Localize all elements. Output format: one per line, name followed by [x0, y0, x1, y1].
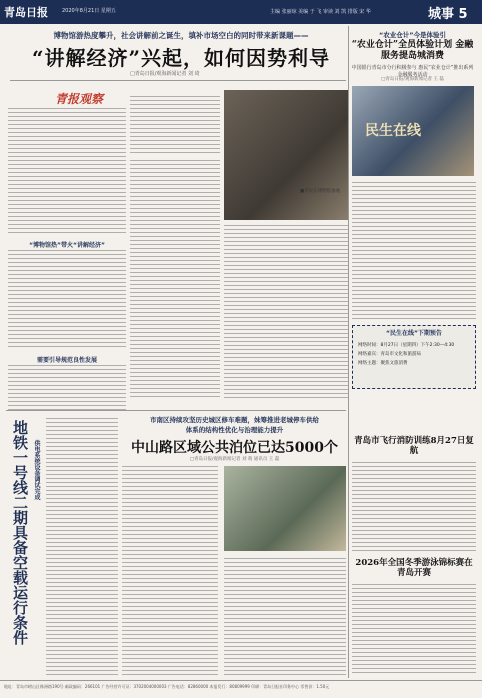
- info-box-row: 网络时间：8月27日（星期四）下午2:30—4:30: [358, 343, 455, 348]
- issue-date: 2020年8月21日 星期五: [62, 8, 116, 14]
- lead-subhead-2: 需要引导规范良性发展: [36, 357, 97, 364]
- info-box-title: “民生在线”下期预告: [386, 330, 442, 337]
- swimming-headline: 2026年全国冬季游泳锦标赛在青岛开赛: [355, 558, 473, 578]
- museum-photo: [224, 90, 348, 220]
- article-text-col-1b: [8, 250, 126, 350]
- swimming-text: [352, 584, 476, 676]
- section-title: 城事 5: [428, 7, 468, 22]
- article-text-col-1: [8, 108, 126, 236]
- fire-drill-headline: 青岛市飞行消防训练8月27日复航: [354, 436, 474, 456]
- article-text-col-2a: [130, 96, 220, 156]
- parking-headline: 中山路区域公共泊位已达5000个: [131, 440, 338, 456]
- article-text-col-2b: [130, 160, 220, 400]
- finance-subhead: 中国银行青岛市分行积极参与 惠民“农业仓计”推出系列金融服务活动: [351, 65, 474, 78]
- lead-kicker: 博物馆游热度攀升，社会讲解前之诞生，填补市场空白的同时带来新课题——: [53, 31, 309, 40]
- parking-photo: [224, 466, 346, 551]
- vertical-headline: 地铁一号线二期具备空载运行条件: [11, 420, 29, 645]
- newspaper-logo: 青岛日报: [4, 6, 48, 19]
- finance-kicker: “农业仓计”今是体验引: [378, 31, 447, 39]
- fire-drill-text: [352, 462, 476, 552]
- editor-credits: 主编 张丽琼 美编 于 飞 审读 刘 凯 排版 宋 华: [270, 9, 371, 15]
- metro-article-text: [46, 418, 118, 676]
- parking-text-col-2: [224, 558, 346, 676]
- info-box-row: 网络嘉宾：青岛市文化和旅游局: [358, 352, 421, 357]
- lead-subhead-1: “博物馆热”带火“讲解经济”: [29, 242, 105, 249]
- finance-photo-title: 民生在线: [365, 123, 421, 139]
- parking-byline: □青岛日报/观海新闻记者 刘 萌 通讯员 王 磊: [189, 457, 280, 462]
- article-text-col-3: [224, 225, 348, 400]
- parking-text-col-1: [122, 466, 218, 676]
- finance-byline: □青岛日报/观海新闻记者 王 磊: [381, 77, 444, 82]
- column-logo: 青报观察: [55, 92, 104, 106]
- column-divider: [348, 26, 349, 678]
- vertical-subhead: 供电系统设备调试完成: [33, 440, 40, 500]
- lead-byline: □青岛日报/观海新闻记者 刘 琦: [130, 71, 200, 77]
- finance-headline: “农业仓计”全员体验计划 金融服务提岛城消费: [351, 40, 474, 61]
- page-footer: 地址：青岛市崂山区株洲路190号 邮政编码：266101 广告经营许可证：3702004000003 广告电话：82860000 本报发行：80809999 印刷：青岛日报社印务中心 零售价：1.50元: [0, 680, 482, 698]
- divider: [6, 410, 346, 411]
- photo-caption: ■市民在博物馆参观: [300, 189, 341, 194]
- parking-kicker-1: 市南区持续攻坚历史城区修车难题，妹筹推进老城停车供给: [150, 416, 319, 424]
- parking-kicker-2: 体系的结构性优化与治理能力提升: [185, 426, 284, 434]
- lead-headline: “讲解经济”兴起，如何因势利导: [31, 46, 330, 70]
- info-box-row: 网络主题：聚焦文旅消费: [358, 361, 408, 366]
- article-text-col-1c: [8, 365, 126, 410]
- finance-text: [352, 182, 476, 320]
- divider: [10, 80, 346, 81]
